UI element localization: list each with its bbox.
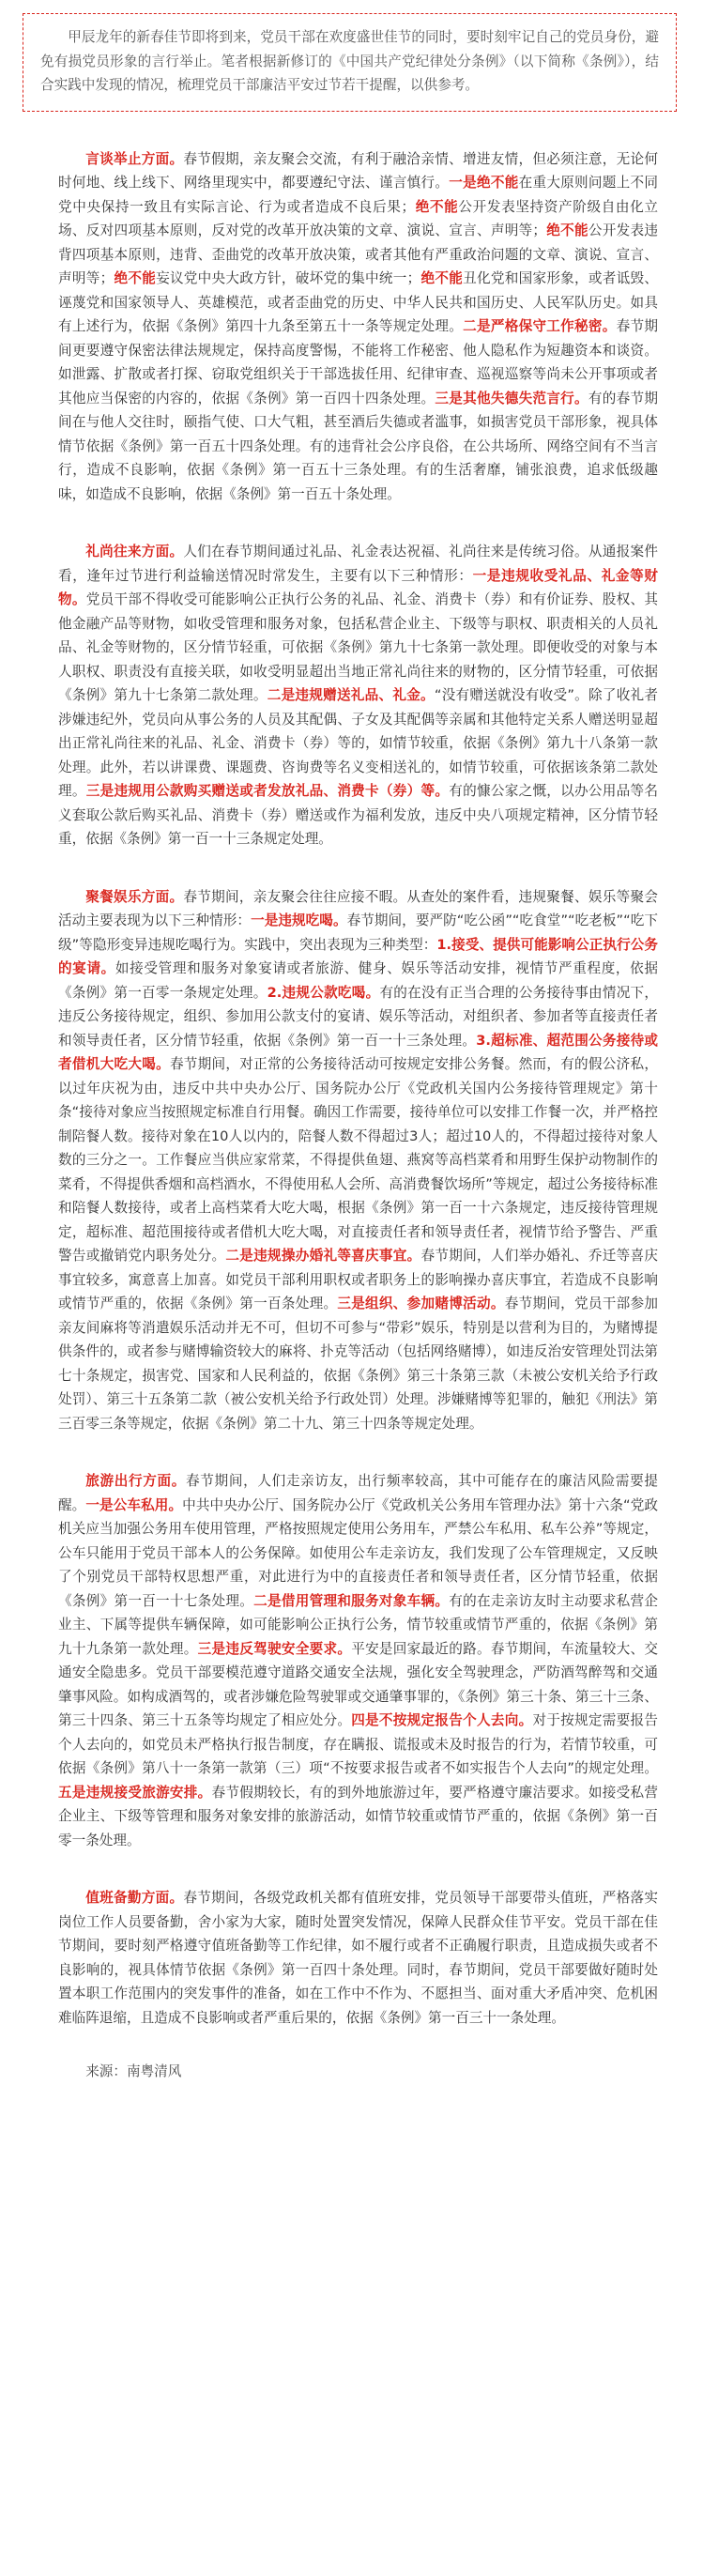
highlight-phrase: 三是违反驾驶安全要求。 [197, 1640, 352, 1657]
body-text: 有的春节期间在与他人交往时，颐指气使、口大气粗，甚至酒后失德或者滥事，如损害党员干部形象，视具体情节依据《条例》第一百五十四条处理。有的违背社会公序良俗，在公共场所、网络空间有不当言行，造成不良影响，依据《条例》第一百五十三条处理。有的生活奢靡，铺张浪费，追求低级趣味，如造成不良影响，依据《条例》第一百五十条处理。 [58, 390, 658, 502]
section-title: 聚餐娱乐方面。 [85, 888, 184, 905]
body-text: 春节期间，对正常的公务接待活动可按规定安排公务餐。然而，有的假公济私，以过年庆祝为由，违反中共中央办公厅、国务院办公厅《党政机关国内公务接待管理规定》第十条“接待对象应当按照规定标准自行用餐。确因工作需要，接待单位可以安排工作餐一次，并严格控制陪餐人数。接待对象在10人以内的，陪餐人数不得超过3人；超过10人的，不得超过接待对象人数的三分之一。工作餐应当供应家常菜，不得提供鱼翅、燕窝等高档菜肴和用野生保护动物制作的菜肴，不得提供香烟和高档酒水，不得使用私人会所、高消费餐饮场所”等规定，超过公务接待标准和陪餐人数接待，或者上高档菜肴大吃大喝，根据《条例》第一百一十六条规定，违反接待管理规定，超标准、超范围接待或者借机大吃大喝，对直接责任者和领导责任者，视情节给予警告、严重警告或撤销党内职务处分。 [58, 1056, 658, 1264]
body-text: 妄议党中央大政方针，破坏党的集中统一； [156, 270, 421, 286]
section-title: 礼尚往来方面。 [85, 544, 184, 560]
section-paragraph [58, 540, 658, 851]
body-text: 春节期间更要遵守保密法律法规规定，保持高度警惕，不能将工作秘密、他人隐私作为短趣资本和谈资。如泄露、扩散或者打探、窃取党组织关于干部选拔任用、纪律审查、巡视巡察等尚未公开事项或者其他应当保密的内容的，依据《条例》第一百四十四条处理。 [58, 318, 658, 406]
section-paragraph [58, 1469, 658, 1852]
body-text: 公开发表违背四项基本原则，违背、歪曲党的改革开放决策，或者其他有严重政治问题的文章、演说、宣言、声明等； [58, 222, 658, 286]
body-text: 春节期间，人们举办婚礼、乔迁等喜庆事宜较多，寓意喜上加喜。如党员干部利用职权或者职务上的影响操办喜庆事宜，若造成不良影响或情节严重的，依据《条例》第一百条处理。 [58, 1248, 658, 1311]
section-travel [58, 1469, 658, 1852]
body-text: 在重大原则问题上不同党中央保持一致且有实际言论、行为或者造成不良后果； [58, 175, 658, 215]
section-speech-conduct [58, 147, 658, 507]
highlight-phrase: 一是绝不能 [449, 175, 519, 191]
section-paragraph [58, 885, 658, 1436]
section-title: 值班备勤方面。 [85, 1890, 184, 1906]
body-text: 中共中央办公厅、国务院办公厅《党政机关公务用车管理办法》第十六条“党政机关应当加强公务用车使用管理，严格按照规定使用公务用车，严禁公车私用、私车公养”等规定，公车只能用于党员干部本人的公务保障。如使用公车走亲访友，我们发现了公车管理规定，又反映了个别党员干部特权思想严重，对此进行为中的直接责任者和领导责任者，区分情节轻重，依据《条例》第一百一十七条处理。 [58, 1496, 658, 1609]
body-text: 春节期间，各级党政机关都有值班安排，党员领导干部要带头值班，严格落实岗位工作人员要备勤，舍小家为大家，随时处置突发情况，保障人民群众佳节平安。党员干部在佳节期间，要时刻严格遵守值班备勤等工作纪律，如不履行或者不正确履行职责，且造成损失或者不良影响的，视具体情节依据《条例》第一百四十条处理。同时，春节期间，党员干部要做好随时处置本职工作范围内的突发事件的准备，如在工作中不作为、不愿担当、面对重大矛盾冲突、危机困难临阵退缩，且造成不良影响或者严重后果的，依据《条例》第一百三十一条处理。 [58, 1890, 658, 2026]
highlight-phrase: 二是违规操办婚礼等喜庆事宜。 [225, 1248, 421, 1264]
body-text: 有的在没有正当合理的公务接待事由情况下，违反公务接待规定，组织、参加用公款支付的宴请、娱乐等活动，对组织者、参加者等直接责任者和领导责任者，区分情节轻重，依据《条例》第一百一十三条处理。 [58, 984, 658, 1049]
highlight-phrase: 3.超标准、超范围公务接待或者借机大吃大喝。 [58, 1032, 658, 1072]
body-text: 人们在春节期间通过礼品、礼金表达祝福、礼尚往来是传统习俗。从通报案件看，逢年过节进行利益输送情况时常发生，主要有以下三种情形： [58, 544, 658, 584]
body-text: 如接受管理和服务对象宴请或者旅游、健身、娱乐等活动安排，视情节严重程度，依据《条例》第一百零一条规定处理。 [58, 960, 658, 1001]
body-text: 有的慷公家之慨，以办公用品等名义套取公款后购买礼品、消费卡（券）赠送或作为福利发放，违反中央八项规定精神，区分情节轻重，依据《条例》第一百一十三条规定处理。 [58, 783, 658, 847]
body-text: 春节期间，人们走亲访友，出行频率较高，其中可能存在的廉洁风险需要提醒。 [58, 1473, 658, 1513]
section-paragraph [58, 147, 658, 507]
source-line: 来源：南粤清风 [85, 2063, 182, 2079]
highlight-phrase: 二是违规赠送礼品、礼金。 [267, 687, 435, 703]
highlight-phrase: 五是违规接受旅游安排。 [58, 1784, 212, 1801]
highlight-phrase: 2.违规公款吃喝。 [267, 984, 380, 1001]
body-text: 春节期间，亲友聚会往往应接不暇。从查处的案件看，违规聚餐、娱乐等聚会活动主要表现为以下三种情形： [58, 888, 658, 928]
body-text: 春节假期，亲友聚会交流，有利于融洽亲情、增进友情，但必须注意，无论何时何地、线上线下、网络里现实中，都要遵纪守法、谨言慎行。 [58, 150, 658, 191]
body-text: 有的在走亲访友时主动要求私营企业主、下属等提供车辆保障，如可能影响公正执行公务，情节较重或情节严重的，依据《条例》第九十九条第一款处理。 [58, 1592, 658, 1657]
section-duty [58, 1886, 658, 2030]
highlight-phrase: 二是严格保守工作秘密。 [463, 318, 617, 334]
highlight-phrase: 四是不按规定报告个人去向。 [351, 1712, 533, 1728]
highlight-phrase: 1.接受、提供可能影响公正执行公务的宴请。 [58, 936, 658, 976]
article-body [58, 147, 658, 2031]
section-title: 旅游出行方面。 [85, 1473, 187, 1489]
body-text: 党员干部不得收受可能影响公正执行公务的礼品、礼金、消费卡（券）和有价证券、股权、其他金融产品等财物，如收受管理和服务对象，包括私营企业主、下级等与职权、职责相关的人员礼品、礼金等财物的，区分情节轻重，可依据《条例》第九十七条第一款处理。即便收受的对象与本人职权、职责没有直接关联，如收受明显超出当地正常礼尚往来的财物的，区分情节轻重，可依据《条例》第九十七条第二款处理。 [58, 591, 658, 703]
highlight-phrase: 绝不能 [546, 222, 588, 238]
section-dining-entertainment [58, 885, 658, 1436]
intro-paragraph: 甲辰龙年的新春佳节即将到来，党员干部在欢度盛世佳节的同时，要时刻牢记自己的党员身份，避免有损党员形象的言行举止。笔者根据新修订的《中国共产党纪律处分条例》（以下简称《条例》），结合实践中发现的情况，梳理党员干部廉洁平安过节若干提醒，以供参考。 [40, 29, 659, 93]
body-text: 丑化党和国家形象，或者诋毁、诬蔑党和国家领导人、英雄模范，或者歪曲党的历史、中华人民共和国历史、人民军队历史。如具有上述行为，依据《条例》第四十九条至第五十一条等规定处理。 [58, 270, 658, 334]
body-text: “没有赠送就没有收受”。除了收礼者涉嫌违纪外，党员向从事公务的人员及其配偶、子女及其配偶等亲属和其他特定关系人赠送明显超出正常礼尚往来的礼品、礼金、消费卡（券）等的，如情节较重，依据《条例》第九十八条第一款处理。此外，若以讲课费、课题费、咨询费等名义变相送礼的，如情节较重，可依据该条第二款处理。 [58, 687, 658, 799]
section-paragraph [58, 1886, 658, 2030]
section-title: 言谈举止方面。 [85, 150, 184, 167]
body-text: 春节期间，要严防“吃公函”“吃食堂”“吃老板”“吃下级”等隐形变异违规吃喝行为。实践中，突出表现为三种类型： [58, 912, 658, 953]
body-text: 公开发表坚持资产阶级自由化立场、反对四项基本原则，反对党的改革开放决策的文章、演说、宣言、声明等； [58, 198, 658, 238]
highlight-phrase: 三是违规用公款购买赠送或者发放礼品、消费卡（券）等。 [85, 783, 450, 799]
highlight-phrase: 三是其他失德失范言行。 [435, 390, 588, 406]
highlight-phrase: 一是公车私用。 [85, 1496, 183, 1513]
highlight-phrase: 一是违规收受礼品、礼金等财物。 [58, 567, 658, 607]
highlight-phrase: 绝不能 [420, 270, 464, 286]
body-text: 平安是回家最近的路。春节期间，车流量较大、交通安全隐患多。党员干部要模范遵守道路交通安全法规，强化安全驾驶理念，严防酒驾醉驾和交通肇事风险。如构成酒驾的，或者涉嫌危险驾驶罪或交通肇事罪的，《条例》第三十条、第三十三条、第三十四条、第三十五条等均规定了相应处分。 [58, 1640, 658, 1728]
highlight-phrase: 一是违规吃喝。 [251, 912, 347, 928]
highlight-phrase: 二是借用管理和服务对象车辆。 [253, 1592, 450, 1609]
body-text: 春节假期较长，有的到外地旅游过年，要严格遵守廉洁要求。如接受私营企业主、下级等管理和服务对象安排的旅游活动，如情节较重或情节严重的，依据《条例》第一百零一条处理。 [58, 1784, 658, 1848]
highlight-phrase: 绝不能 [415, 198, 459, 215]
highlight-phrase: 三是组织、参加赌博活动。 [337, 1296, 505, 1311]
intro-box [23, 13, 677, 112]
highlight-phrase: 绝不能 [114, 270, 157, 286]
section-gifts-exchange [58, 540, 658, 851]
body-text: 春节期间，党员干部参加亲友间麻将等消遣娱乐活动并无不可，但切不可参与“带彩”娱乐，特别是以营利为目的，为赌博提供条件的，或者参与赌博输资较大的麻将、扑克等活动（包括网络赌博），如违反治安管理处罚法第七十条规定，损害党、国家和人民利益的，依据《条例》第三十条第三款（未被公安机关给予行政处罚）、第三十五条第二款（被公安机关给予行政处罚）处理。涉嫌赌博等犯罪的，触犯《刑法》第三百零三条等规定，依据《条例》第二十九、第三十四条等规定处理。 [58, 1296, 658, 1432]
body-text: 对于按规定需要报告个人去向的，如党员未严格执行报告制度，存在瞒报、谎报或未及时报告的行为，若情节较重，可依据《条例》第八十一条第一款第（三）项“不按要求报告或者不如实报告个人去向”的规定处理。 [58, 1712, 658, 1776]
